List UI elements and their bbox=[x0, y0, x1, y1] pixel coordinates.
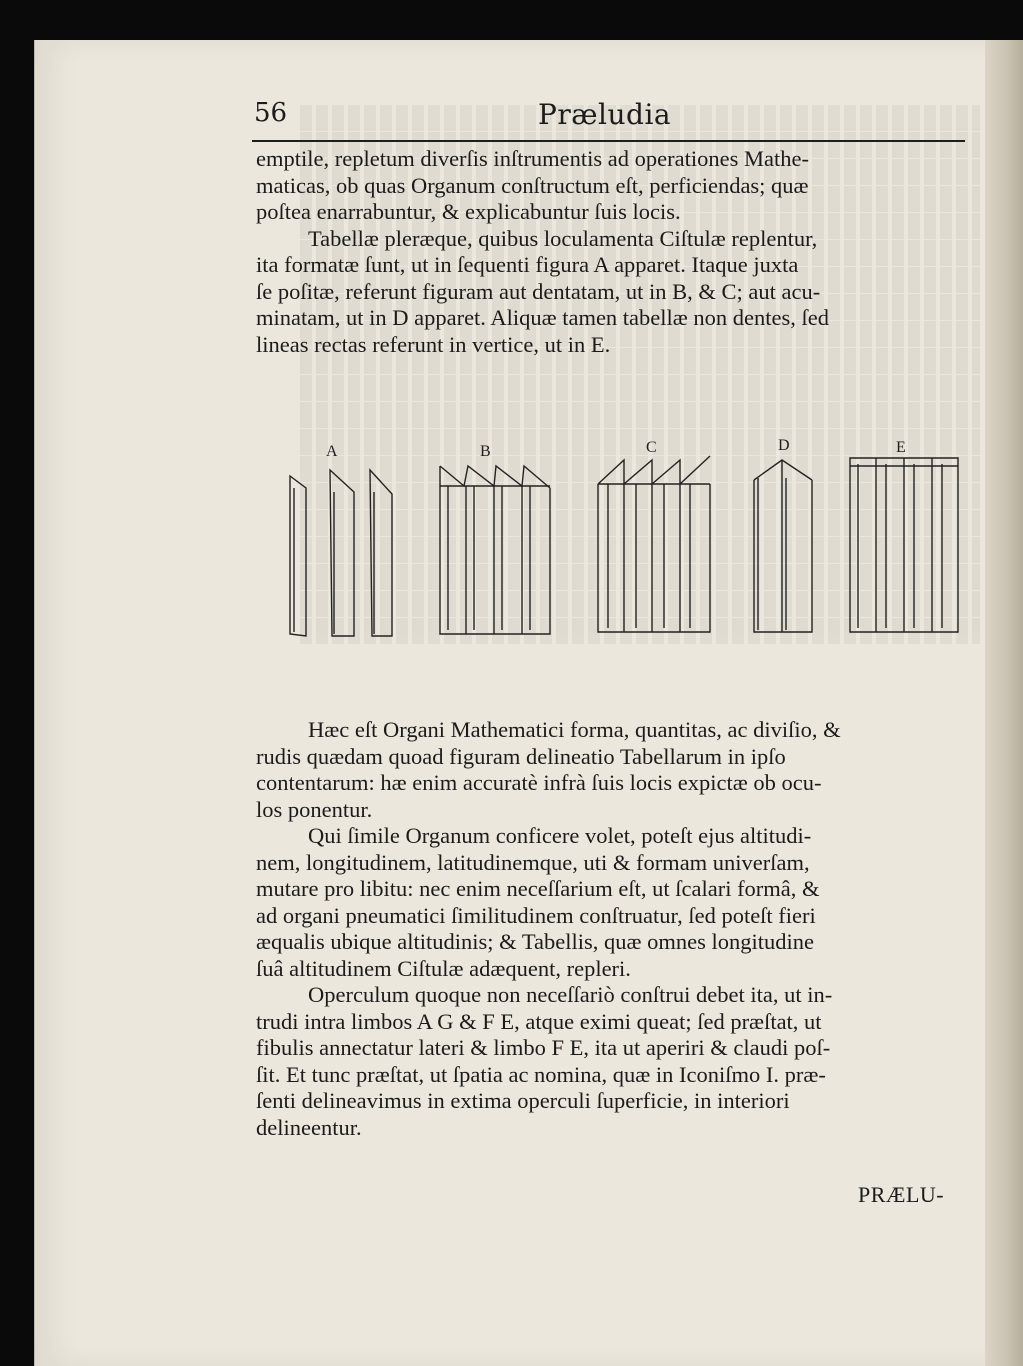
text-line: ad organi pneumatici ſimilitudinem conſtruatur, ſed poteſt fieri bbox=[256, 902, 816, 928]
header-rule bbox=[252, 140, 965, 142]
page-number: 56 bbox=[254, 98, 288, 128]
tablets-illustration bbox=[282, 436, 972, 646]
text-line: ita formatæ ſunt, ut in ſequenti figura A apparet. Itaque juxta bbox=[256, 252, 799, 277]
tablets-figure bbox=[282, 436, 972, 646]
figure-e-tablets bbox=[850, 458, 958, 632]
text-line: Operculum quoque non neceſſariò conſtrui debet ita, ut in- bbox=[308, 982, 833, 1007]
paragraph bbox=[256, 717, 972, 823]
figure-b-tablets bbox=[440, 466, 550, 634]
paragraph bbox=[256, 226, 972, 359]
text-line: contentarum: hæ enim accuratè infrà ſuis locis expictæ ob ocu- bbox=[256, 770, 822, 795]
figure-d-tablets bbox=[754, 460, 812, 632]
figure-c-tablets bbox=[598, 456, 710, 632]
text-line: poſtea enarrabuntur, & explicabuntur ſuis locis. bbox=[256, 199, 681, 224]
text-line: Tabellæ pleræque, quibus loculamenta Ciſtulæ replentur, bbox=[308, 225, 818, 251]
text-line: Qui ſimile Organum conficere volet, poteſt ejus altitudi- bbox=[308, 823, 812, 848]
text-line: æqualis ubique altitudinis; & Tabellis, quæ omnes longitudine bbox=[256, 929, 814, 954]
text-line: ſuâ altitudinem Ciſtulæ adæquent, repleri. bbox=[256, 955, 631, 981]
text-line: ſe poſitæ, referunt figuram aut dentatam, ut in B, & C; aut acu- bbox=[256, 278, 821, 304]
text-line: trudi intra limbos A G & F E, atque eximi queat; ſed præſtat, ut bbox=[256, 1008, 822, 1034]
text-line: lineas rectas referunt in vertice, ut in E. bbox=[256, 331, 611, 357]
text-line: maticas, ob quas Organum conſtructum eſt, perficiendas; quæ bbox=[256, 172, 809, 198]
text-line: delineentur. bbox=[256, 1114, 362, 1140]
text-block-bottom bbox=[256, 717, 972, 1141]
text-line: ſenti delineavimus in extima operculi ſuperficie, in interiori bbox=[256, 1088, 790, 1113]
paragraph bbox=[256, 823, 972, 982]
text-line: nem, longitudinem, latitudinemque, uti & formam univerſam, bbox=[256, 849, 810, 875]
text-line: mutare pro libitu: nec enim neceſſarium eſt, ut ſcalari formâ, & bbox=[256, 876, 820, 901]
text-line: rudis quædam quoad figuram delineatio Tabellarum in ipſo bbox=[256, 743, 786, 769]
catchword: PRÆLU- bbox=[858, 1182, 945, 1207]
figure-label-d: D bbox=[778, 437, 790, 454]
page-gutter bbox=[985, 40, 1023, 1366]
running-head: Præludia bbox=[538, 98, 672, 131]
text-line: minatam, ut in D apparet. Aliquæ tamen tabellæ non dentes, ſed bbox=[256, 305, 830, 330]
figure-label-a: A bbox=[326, 443, 338, 460]
text-line: los ponentur. bbox=[256, 796, 373, 822]
text-block-top bbox=[256, 146, 972, 358]
figure-label-c: C bbox=[646, 439, 657, 456]
figure-label-b: B bbox=[480, 443, 491, 460]
text-line: ſit. Et tunc præſtat, ut ſpatia ac nomina, quæ in Iconiſmo I. præ- bbox=[256, 1061, 826, 1087]
figure-a-tablets bbox=[290, 470, 392, 636]
figure-label-e: E bbox=[896, 439, 906, 456]
paragraph bbox=[256, 146, 972, 226]
text-line: fibulis annectatur lateri & limbo F E, ita ut aperiri & claudi poſ- bbox=[256, 1035, 831, 1060]
paragraph bbox=[256, 982, 972, 1141]
text-line: Hæc eſt Organi Mathematici forma, quantitas, ac diviſio, & bbox=[308, 717, 841, 742]
text-line: emptile, repletum diverſis inſtrumentis ad operationes Mathe- bbox=[256, 146, 809, 171]
